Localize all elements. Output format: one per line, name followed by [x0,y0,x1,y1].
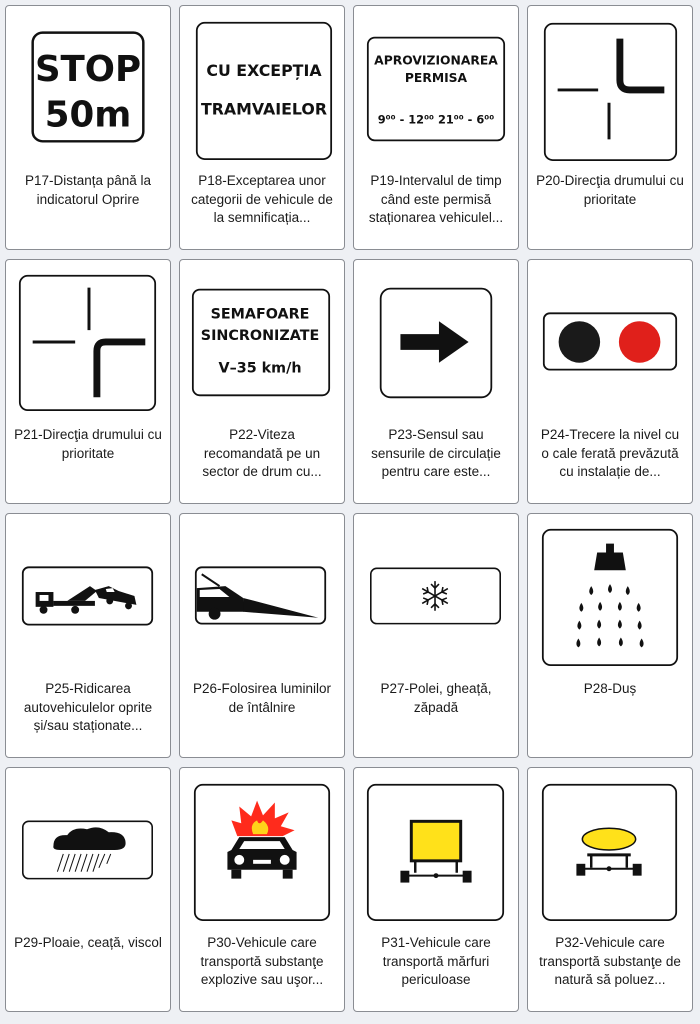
sign-label: P29-Ploaie, ceață, viscol [14,935,162,950]
sign-text-line: TRAMVAIELOR [200,99,327,119]
sign-label: P26-Folosirea luminilor de întâlnire [192,681,332,715]
sign-label: P19-Intervalul de timp când este permisă staționarea vehiculel... [368,173,504,225]
exploding-car-icon [180,768,344,928]
sign-card-p25[interactable] [5,513,171,758]
sign-label: P28-Duș [583,681,637,696]
sign-label: P32-Vehicule care transportă substanţe de natură să poluez... [539,935,681,987]
sign-label: P17-Distanța până la indicatorul Oprire [24,173,152,207]
priority-road-direction-icon [528,6,692,166]
sign-card-p28[interactable] [527,513,693,758]
sign-text-line: STOP [34,49,142,91]
sign-image-p19 [354,6,518,166]
sign-label: P20-Direcţia drumului cu prioritate [536,173,684,207]
sign-card-p22[interactable] [179,259,345,504]
snowflake-icon [354,514,518,674]
shower-icon [528,514,692,674]
sign-card-p31[interactable] [353,767,519,1012]
sign-text-line: V–35 km/h [218,360,302,377]
traffic-lights-icon [528,260,692,420]
sign-card-p21[interactable] [5,259,171,504]
pollutant-truck-icon [528,768,692,928]
sign-card-p17[interactable] [5,5,171,250]
sign-label: P22-Viteza recomandată pe un sector de drum cu... [202,427,322,479]
sign-label: P30-Vehicule care transportă substanţe explozive sau uşor... [200,935,324,987]
sign-text-line: PERMISA [404,71,468,86]
sign-card-p30[interactable] [179,767,345,1012]
sign-text-line: SINCRONIZATE [200,328,320,344]
sign-label: P18-Exceptarea unor categorii de vehicule de la semnificația... [191,173,333,225]
sign-label: P21-Direcţia drumului cu prioritate [14,427,162,461]
sign-text-line: APROVIZIONAREA [374,53,498,68]
sign-text-line: 50m [44,94,132,136]
arrow-right-icon [354,260,518,420]
tow-truck-icon [6,514,170,674]
sign-card-p26[interactable] [179,513,345,758]
sign-label: P25-Ridicarea autovehiculelor oprite și/sau staționate... [23,681,153,733]
sign-label: P24-Trecere la nivel cu o cale ferată prevăzută cu instalație de... [540,427,680,479]
sign-card-p19[interactable] [353,5,519,250]
rain-cloud-icon [6,768,170,928]
sign-text-line: SEMAFOARE [210,306,310,323]
sign-card-p32[interactable] [527,767,693,1012]
sign-image-p17 [6,6,170,166]
sign-text-line: CU EXCEPȚIA [206,61,322,81]
priority-road-direction-icon [6,260,170,420]
sign-label: P27-Polei, gheață, zăpadă [380,681,492,715]
sign-card-p20[interactable] [527,5,693,250]
sign-card-p29[interactable] [5,767,171,1012]
sign-card-p23[interactable] [353,259,519,504]
sign-label: P31-Vehicule care transportă mărfuri periculoase [381,935,491,987]
sign-image-p18 [180,6,344,166]
headlight-icon [180,514,344,674]
sign-card-p18[interactable] [179,5,345,250]
sign-image-p22 [180,260,344,420]
sign-text-line: 9⁰⁰ - 12⁰⁰ 21⁰⁰ - 6⁰⁰ [377,112,495,127]
sign-card-p27[interactable] [353,513,519,758]
sign-label: P23-Sensul sau sensurile de circulație pentru care este... [371,427,501,479]
sign-card-p24[interactable] [527,259,693,504]
hazard-truck-icon [354,768,518,928]
